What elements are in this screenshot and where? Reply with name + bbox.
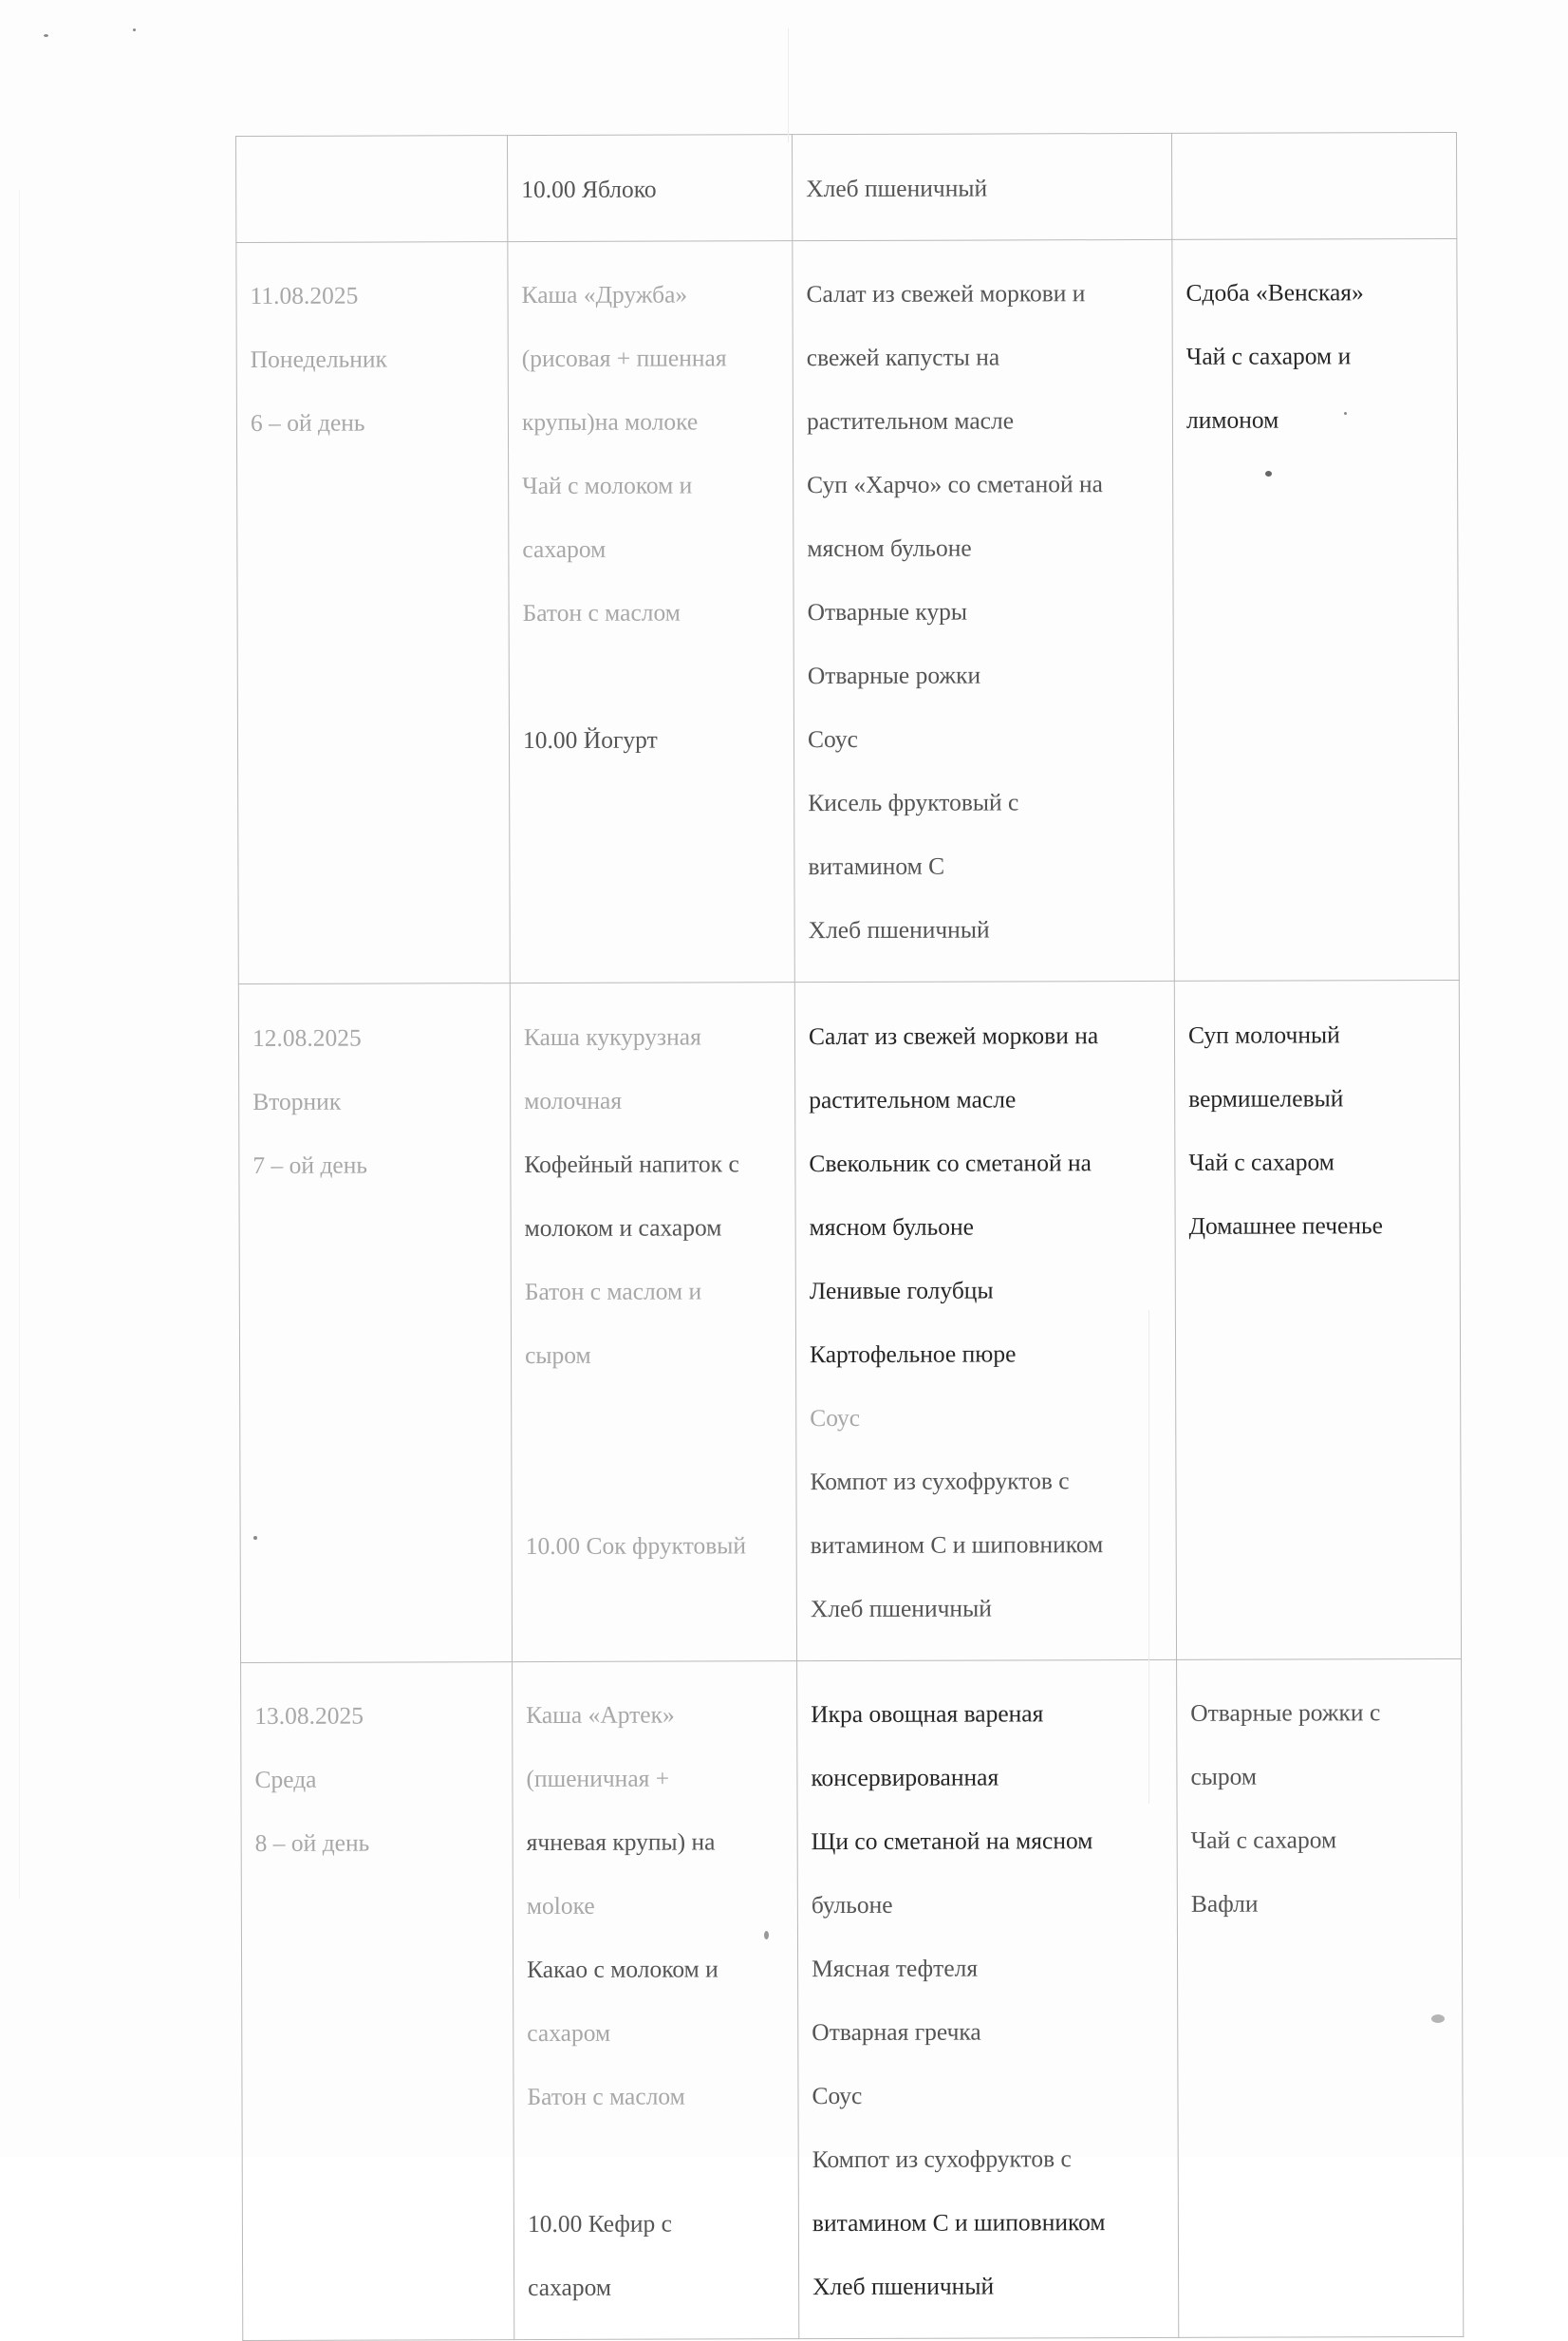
lunch-line: мясном бульоне [807,534,972,563]
scan-speck [44,34,48,37]
lunch-line: свежей капусты на [806,343,1000,372]
lunch-line: Соус [810,1403,861,1432]
lunch-line: Мясная тефтеля [812,1954,979,1983]
snack-line: 10.00 Сок фруктовый [525,1530,747,1560]
table-row [236,238,1459,984]
breakfast-line: Кофейный напиток с [524,1149,739,1178]
lunch-line: Свекольник со сметаной на [809,1148,1092,1177]
day-cell [236,241,510,983]
dinner-line: лимоном [1185,405,1279,434]
scan-speck [1431,2014,1445,2023]
breakfast-line: Батон с маслом [527,2082,685,2111]
table-row [238,980,1461,1662]
scan-speck [1265,471,1272,477]
lunch-line: Ленивые голубцы [809,1275,994,1304]
snack-line: 10.00 Йогурт [522,725,658,755]
day-cell [241,1661,514,2340]
snack-line: 10.00 Яблоко [521,175,657,203]
breakfast-line: (рисовая + пшенная [521,344,727,373]
breakfast-line: Каша «Артек» [526,1700,675,1730]
dinner-line: Суп молочный [1187,1020,1340,1049]
day-cell [236,136,508,242]
lunch-cell [794,981,1176,1660]
lunch-line: Хлеб пшеничный [806,174,988,202]
lunch-line: Хлеб пшеничный [808,915,990,945]
breakfast-line: сахаром [522,534,607,564]
dinner-cell [1174,980,1461,1658]
breakfast-cell [508,135,793,241]
lunch-line: Икра овощная вареная [811,1699,1044,1729]
dinner-cell [1177,1658,1464,2337]
lunch-cell [793,239,1174,983]
lunch-line: Хлеб пшеничный [812,2272,995,2301]
scan-speck [253,1536,257,1540]
lunch-line: Суп «Харчо» со сметаной на [807,470,1104,499]
dinner-line: Сдоба «Венская» [1185,278,1364,307]
scan-speck [133,28,136,31]
dinner-cell [1172,238,1459,981]
dinner-line: сыром [1190,1762,1258,1790]
breakfast-line: Батон с маслом [522,598,681,627]
dinner-cell [1171,132,1456,238]
lunch-line: Картофельное пюре [809,1339,1017,1368]
breakfast-cell [508,240,794,983]
lunch-line: Салат из свежей моркови и [806,279,1086,309]
day-number-text: 8 – ой день [254,1828,370,1857]
lunch-cell [797,1659,1179,2339]
lunch-line: витамином С и шиповником [810,1529,1104,1559]
lunch-line: Щи со сметаной на мясном [811,1826,1093,1856]
day-cell [238,983,512,1662]
date-text: 12.08.2025 [252,1023,362,1052]
breakfast-line: Батон с маслом и [524,1276,702,1305]
breakfast-line: Каша «Дружба» [521,280,688,309]
dinner-line: вермишелевый [1188,1083,1344,1113]
lunch-line: витамином С [808,852,945,881]
weekday-text: Среда [254,1765,317,1793]
breakfast-line: сахаром [527,2018,611,2048]
day-number-text: 7 – ой день [252,1151,368,1179]
lunch-line: Отварная гречка [812,2017,981,2047]
snack-line: 10.00 Кефир с [527,2209,672,2238]
lunch-line: Отварные куры [807,597,968,627]
day-number-text: 6 – ой день [250,408,365,437]
lunch-line: Отварные рожки [807,661,981,690]
dinner-line: Чай с сахаром [1190,1826,1337,1854]
breakfast-cell [510,983,796,1661]
snack-line: сахаром [528,2273,612,2302]
weekday-text: Вторник [252,1087,342,1115]
breakfast-line: Чай с молоком и [522,471,693,500]
dinner-line: Вафли [1190,1889,1259,1918]
lunch-line: Соус [812,2081,863,2110]
breakfast-line: сыром [524,1340,591,1369]
lunch-line: Соус [807,724,858,754]
breakfast-cell [513,1660,799,2339]
breakfast-line: молоком и сахаром [524,1212,722,1242]
breakfast-line: крупы)на молоке [521,407,699,437]
lunch-line: консервированная [811,1763,999,1792]
lunch-line: растительном масле [809,1084,1017,1114]
menu-table [235,132,1464,2341]
scan-streak [788,28,789,142]
lunch-line: Кисель фруктовый с [808,788,1019,817]
dinner-line: Чай с сахаром [1188,1147,1335,1176]
lunch-cell [792,133,1171,240]
weekday-text: Понедельник [250,345,387,373]
scan-speck [1344,412,1347,415]
breakfast-line: молочная [524,1086,623,1114]
breakfast-line: ячневая крупы) на [526,1827,716,1857]
dinner-line: Домашнее печенье [1188,1210,1383,1240]
dinner-line: Отварные рожки с [1190,1698,1381,1727]
table-row [241,1658,1464,2341]
breakfast-line: моloке [526,1891,595,1920]
breakfast-line: Каша кукурузная [523,1021,701,1051]
lunch-line: Компот из сухофруктов с [812,2144,1072,2174]
scan-speck [764,1931,769,1939]
breakfast-line: Какао с молоком и [527,1955,719,1984]
lunch-line: Компот из сухофруктов с [810,1466,1070,1495]
date-text: 11.08.2025 [250,281,359,309]
date-text: 13.08.2025 [254,1701,364,1730]
scan-streak [19,190,20,1899]
lunch-line: бульоне [811,1890,893,1920]
table-row [236,132,1457,242]
lunch-line: Хлеб пшеничный [810,1594,992,1622]
lunch-line: витамином С и шиповником [812,2208,1106,2238]
lunch-line: мясном бульоне [809,1212,974,1241]
lunch-line: растительном масле [806,406,1015,436]
dinner-line: Чай с сахаром и [1185,342,1352,370]
scan-streak [1148,1310,1149,1804]
lunch-line: Салат из свежей моркови на [808,1021,1099,1050]
breakfast-line: (пшеничная + [526,1764,670,1793]
